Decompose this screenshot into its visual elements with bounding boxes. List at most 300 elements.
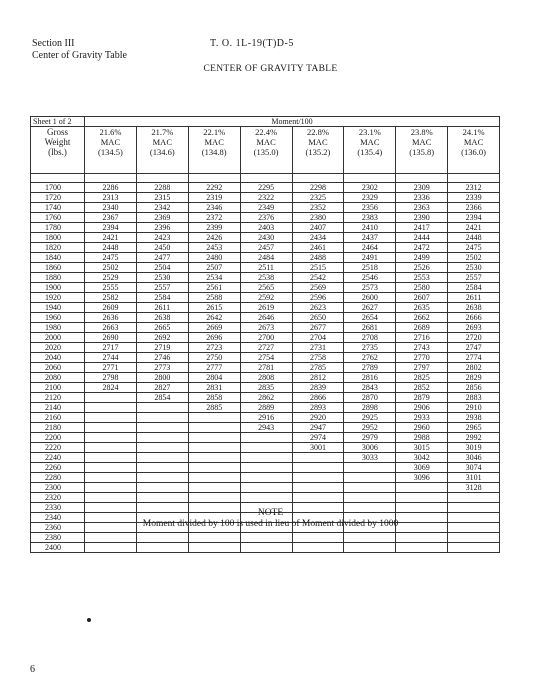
moment-cell (136, 473, 188, 483)
moment-cell (240, 533, 292, 543)
mac-column-header (344, 127, 396, 174)
moment-cell: 2762 (344, 353, 396, 363)
gross-weight-header-line: (lbs.) (48, 147, 67, 157)
table-row (31, 493, 500, 503)
moment-cell: 2854 (136, 393, 188, 403)
table-row (31, 463, 500, 473)
moment-cell: 2960 (396, 423, 448, 433)
moment-cell: 2723 (188, 343, 240, 353)
table-row (31, 533, 500, 543)
moment-cell: 2638 (448, 303, 500, 313)
table-row (31, 543, 500, 553)
moment-cell: 2774 (448, 353, 500, 363)
moment-cell (396, 483, 448, 493)
moment-cell: 2426 (188, 233, 240, 243)
moment-cell: 2561 (188, 283, 240, 293)
moment-cell (188, 543, 240, 553)
table-row (31, 323, 500, 333)
mac-column-header (292, 127, 344, 174)
moment-cell: 2340 (85, 203, 137, 213)
moment-cell: 2349 (240, 203, 292, 213)
gross-weight-cell: 2160 (31, 413, 85, 423)
moment-cell (292, 473, 344, 483)
table-row (31, 303, 500, 313)
moment-cell: 2448 (448, 233, 500, 243)
moment-cell (188, 493, 240, 503)
moment-cell: 2309 (396, 183, 448, 193)
note-heading: NOTE (257, 508, 284, 518)
moment-cell (292, 533, 344, 543)
moment-cell: 2315 (136, 193, 188, 203)
moment-cell: 2491 (344, 253, 396, 263)
moment-cell (136, 543, 188, 553)
mac-column-header-line: (134.5) (98, 147, 123, 157)
moment-cell: 2410 (344, 223, 396, 233)
moment-cell: 2461 (292, 243, 344, 253)
moment-cell: 2870 (344, 393, 396, 403)
table-row (31, 413, 500, 423)
moment-cell (188, 443, 240, 453)
moment-cell: 2507 (188, 263, 240, 273)
moment-cell (240, 453, 292, 463)
gross-weight-header-line: Weight (44, 137, 71, 147)
moment-cell: 2434 (292, 233, 344, 243)
moment-cell: 2518 (344, 263, 396, 273)
moment-cell: 2802 (448, 363, 500, 373)
spacer-cell (240, 174, 292, 183)
moment-cell: 3006 (344, 443, 396, 453)
moment-cell: 2746 (136, 353, 188, 363)
moment-cell: 2584 (448, 283, 500, 293)
moment-cell: 2636 (85, 313, 137, 323)
moment-cell: 2430 (240, 233, 292, 243)
spacer-cell (188, 174, 240, 183)
table-row (31, 183, 500, 193)
table-row (31, 223, 500, 233)
mac-column-header-line: MAC (204, 137, 224, 147)
moment-cell (240, 493, 292, 503)
moment-cell: 2758 (292, 353, 344, 363)
moment-cell: 2839 (292, 383, 344, 393)
moment-cell (136, 483, 188, 493)
moment-cell: 2693 (448, 323, 500, 333)
moment-cell (292, 493, 344, 503)
gross-weight-cell: 2220 (31, 443, 85, 453)
moment-cell: 3074 (448, 463, 500, 473)
mac-column-header (240, 127, 292, 174)
moment-cell: 2835 (240, 383, 292, 393)
note-block (0, 508, 541, 530)
moment-cell (396, 543, 448, 553)
gross-weight-cell: 2180 (31, 423, 85, 433)
mac-column-header-line: (134.8) (201, 147, 227, 157)
moment-cell: 2530 (136, 273, 188, 283)
moment-cell: 2499 (396, 253, 448, 263)
moment-cell: 2286 (85, 183, 137, 193)
moment-cell: 2394 (85, 223, 137, 233)
gross-weight-header-line: Gross (46, 127, 68, 137)
gross-weight-cell: 2100 (31, 383, 85, 393)
moment-cell (136, 423, 188, 433)
gross-weight-cell: 1820 (31, 243, 85, 253)
moment-cell: 2717 (85, 343, 137, 353)
moment-cell: 2785 (292, 363, 344, 373)
gross-weight-cell: 1940 (31, 303, 85, 313)
moment-cell (344, 493, 396, 503)
moment-cell: 2866 (292, 393, 344, 403)
moment-cell: 2708 (344, 333, 396, 343)
moment-cell: 2557 (136, 283, 188, 293)
moment-cell: 2367 (85, 213, 137, 223)
moment-cell: 2824 (85, 383, 137, 393)
table-row (31, 423, 500, 433)
moment-cell (85, 433, 137, 443)
moment-cell: 2665 (136, 323, 188, 333)
moment-cell: 2292 (188, 183, 240, 193)
moment-cell: 2816 (344, 373, 396, 383)
moment-cell: 2771 (85, 363, 137, 373)
moment-cell (188, 413, 240, 423)
gross-weight-cell: 2300 (31, 483, 85, 493)
moment-cell: 2529 (85, 273, 137, 283)
gross-weight-cell: 2320 (31, 493, 85, 503)
moment-cell: 2515 (292, 263, 344, 273)
table-row (31, 483, 500, 493)
mac-column-header-line: MAC (256, 137, 276, 147)
moment-cell: 3015 (396, 443, 448, 453)
moment-cell: 2380 (292, 213, 344, 223)
moment-cell: 2662 (396, 313, 448, 323)
moment-cell (85, 483, 137, 493)
stray-mark (87, 618, 91, 622)
moment-cell: 2600 (344, 293, 396, 303)
mac-column-header (85, 127, 137, 174)
gross-weight-cell: 1700 (31, 183, 85, 193)
moment-cell (188, 483, 240, 493)
moment-cell (240, 543, 292, 553)
moment-cell: 2394 (448, 213, 500, 223)
moment-cell: 2584 (136, 293, 188, 303)
moment-cell: 2638 (136, 313, 188, 323)
moment-cell: 2369 (136, 213, 188, 223)
mac-column-header-line: MAC (360, 137, 380, 147)
moment-cell (85, 403, 137, 413)
gross-weight-cell: 1960 (31, 313, 85, 323)
moment-cell: 2825 (396, 373, 448, 383)
moment-cell (448, 493, 500, 503)
moment-cell: 2396 (136, 223, 188, 233)
moment-cell (85, 493, 137, 503)
mac-column-header-line: 21.6% (99, 127, 122, 137)
moment-cell: 2808 (240, 373, 292, 383)
moment-cell: 3042 (396, 453, 448, 463)
moment-cell (292, 543, 344, 553)
moment-cell: 3033 (344, 453, 396, 463)
moment-cell: 2383 (344, 213, 396, 223)
mac-column-header-line: MAC (152, 137, 172, 147)
moment-cell: 2588 (188, 293, 240, 303)
gross-weight-cell: 2020 (31, 343, 85, 353)
moment-cell (136, 433, 188, 443)
moment-cell: 2798 (85, 373, 137, 383)
mac-column-header (136, 127, 188, 174)
moment-cell: 2943 (240, 423, 292, 433)
moment-cell: 2298 (292, 183, 344, 193)
table-row (31, 353, 500, 363)
gross-weight-cell: 1880 (31, 273, 85, 283)
moment-cell: 2883 (448, 393, 500, 403)
moment-cell (136, 413, 188, 423)
moment-cell: 2611 (136, 303, 188, 313)
mac-column-header-line: (134.6) (149, 147, 175, 157)
moment-cell: 2423 (136, 233, 188, 243)
moment-cell: 2565 (240, 283, 292, 293)
moment-cell: 2319 (188, 193, 240, 203)
moment-cell: 2856 (448, 383, 500, 393)
table-row (31, 263, 500, 273)
gross-weight-cell: 2060 (31, 363, 85, 373)
moment-cell: 2692 (136, 333, 188, 343)
moment-cell: 2910 (448, 403, 500, 413)
moment-cell: 2336 (396, 193, 448, 203)
moment-cell: 2511 (240, 263, 292, 273)
moment-cell: 3046 (448, 453, 500, 463)
moment-cell: 2546 (344, 273, 396, 283)
table-row (31, 293, 500, 303)
moment-cell (240, 463, 292, 473)
table-row (31, 453, 500, 463)
moment-cell (85, 423, 137, 433)
mac-column-header-line: (135.4) (357, 147, 383, 157)
moment-cell: 2526 (396, 263, 448, 273)
moment-cell: 2979 (344, 433, 396, 443)
moment-cell: 2421 (85, 233, 137, 243)
moment-cell (240, 443, 292, 453)
moment-cell: 2689 (396, 323, 448, 333)
moment-cell: 2339 (448, 193, 500, 203)
moment-cell: 2534 (188, 273, 240, 283)
moment-cell: 2898 (344, 403, 396, 413)
gross-weight-header (31, 127, 85, 174)
moment-cell: 2858 (188, 393, 240, 403)
moment-cell: 2716 (396, 333, 448, 343)
moment-cell: 2619 (240, 303, 292, 313)
table-row (31, 243, 500, 253)
moment-cell: 2988 (396, 433, 448, 443)
gross-weight-cell: 2260 (31, 463, 85, 473)
moment-cell: 2363 (396, 203, 448, 213)
gross-weight-cell: 2000 (31, 333, 85, 343)
moment-cell: 2407 (292, 223, 344, 233)
moment-cell: 2580 (396, 283, 448, 293)
section-number: Section III (32, 38, 75, 49)
gross-weight-cell: 1920 (31, 293, 85, 303)
moment-cell: 2704 (292, 333, 344, 343)
table-row (31, 253, 500, 263)
moment-cell: 2302 (344, 183, 396, 193)
moment-cell: 2646 (240, 313, 292, 323)
moment-cell (396, 533, 448, 543)
table-row (31, 433, 500, 443)
moment-cell: 2827 (136, 383, 188, 393)
moment-cell: 2421 (448, 223, 500, 233)
moment-cell: 2800 (136, 373, 188, 383)
mac-column-header-line: (135.0) (253, 147, 279, 157)
moment-cell: 2607 (396, 293, 448, 303)
moment-cell: 2893 (292, 403, 344, 413)
moment-cell (188, 423, 240, 433)
moment-cell: 2743 (396, 343, 448, 353)
moment-cell: 3019 (448, 443, 500, 453)
moment-cell: 2582 (85, 293, 137, 303)
mac-column-header-line: 24.1% (462, 127, 485, 137)
mac-column-header-line: MAC (412, 137, 432, 147)
gross-weight-cell: 2280 (31, 473, 85, 483)
moment-cell: 2947 (292, 423, 344, 433)
mac-column-header-line: MAC (100, 137, 121, 147)
moment-cell: 2502 (85, 263, 137, 273)
spacer-row (31, 174, 500, 183)
gross-weight-cell: 1980 (31, 323, 85, 333)
table-row (31, 203, 500, 213)
moment-header: Moment/100 (85, 117, 500, 127)
table-row (31, 213, 500, 223)
section-header (32, 38, 127, 62)
moment-cell: 2804 (188, 373, 240, 383)
moment-cell: 2696 (188, 333, 240, 343)
moment-cell: 2677 (292, 323, 344, 333)
moment-cell: 2635 (396, 303, 448, 313)
moment-cell (240, 473, 292, 483)
moment-cell: 2916 (240, 413, 292, 423)
moment-cell: 2770 (396, 353, 448, 363)
moment-cell: 2992 (448, 433, 500, 443)
moment-cell: 2295 (240, 183, 292, 193)
spacer-cell (396, 174, 448, 183)
mac-column-header-line: MAC (463, 137, 484, 147)
moment-cell (136, 443, 188, 453)
moment-cell (344, 473, 396, 483)
moment-cell: 2448 (85, 243, 137, 253)
moment-cell: 2342 (136, 203, 188, 213)
moment-cell: 2627 (344, 303, 396, 313)
mac-column-header-line: 23.8% (410, 127, 433, 137)
table-row (31, 193, 500, 203)
moment-cell: 2555 (85, 283, 137, 293)
technical-order-number: T. O. 1L-19(T)D-5 (210, 38, 294, 49)
moment-cell: 2313 (85, 193, 137, 203)
moment-cell (188, 463, 240, 473)
center-of-gravity-table (30, 116, 500, 553)
moment-cell (188, 473, 240, 483)
moment-cell (136, 403, 188, 413)
table-row (31, 283, 500, 293)
moment-cell: 3101 (448, 473, 500, 483)
moment-cell: 2329 (344, 193, 396, 203)
moment-cell (85, 533, 137, 543)
moment-cell: 2747 (448, 343, 500, 353)
table-row (31, 393, 500, 403)
spacer-cell (448, 174, 500, 183)
moment-cell: 2457 (240, 243, 292, 253)
gross-weight-cell: 2080 (31, 373, 85, 383)
moment-cell: 2325 (292, 193, 344, 203)
gross-weight-cell: 1900 (31, 283, 85, 293)
moment-cell (448, 533, 500, 543)
gross-weight-cell: 2200 (31, 433, 85, 443)
moment-cell: 2538 (240, 273, 292, 283)
mac-column-header-line: (136.0) (461, 147, 486, 157)
page-number: 6 (30, 664, 35, 675)
moment-cell: 2553 (396, 273, 448, 283)
moment-cell: 2974 (292, 433, 344, 443)
gross-weight-cell: 1760 (31, 213, 85, 223)
moment-cell (136, 533, 188, 543)
moment-cell: 2885 (188, 403, 240, 413)
mac-column-header-line: (135.8) (409, 147, 435, 157)
table-row (31, 383, 500, 393)
moment-cell: 2352 (292, 203, 344, 213)
gross-weight-cell: 2240 (31, 453, 85, 463)
table-row (31, 363, 500, 373)
moment-cell (136, 453, 188, 463)
mac-column-header-line: (135.2) (305, 147, 331, 157)
table-row (31, 373, 500, 383)
moment-cell (240, 483, 292, 493)
mac-column-header-line: MAC (308, 137, 328, 147)
moment-cell: 2750 (188, 353, 240, 363)
spacer-cell (136, 174, 188, 183)
mac-column-header-line: 21.7% (151, 127, 174, 137)
moment-cell: 2933 (396, 413, 448, 423)
moment-cell (448, 543, 500, 553)
gross-weight-cell: 2360 (31, 523, 85, 533)
moment-cell (292, 453, 344, 463)
gross-weight-cell: 1720 (31, 193, 85, 203)
gross-weight-cell: 2380 (31, 533, 85, 543)
moment-cell: 2480 (188, 253, 240, 263)
moment-cell (344, 543, 396, 553)
mac-column-header (448, 127, 500, 174)
moment-cell: 2488 (292, 253, 344, 263)
moment-cell (136, 463, 188, 473)
moment-cell (85, 543, 137, 553)
moment-cell: 2417 (396, 223, 448, 233)
moment-cell: 3001 (292, 443, 344, 453)
moment-cell: 2906 (396, 403, 448, 413)
moment-cell: 2852 (396, 383, 448, 393)
moment-cell (344, 483, 396, 493)
moment-cell: 2720 (448, 333, 500, 343)
moment-cell: 2484 (240, 253, 292, 263)
moment-cell: 2346 (188, 203, 240, 213)
moment-cell: 3069 (396, 463, 448, 473)
moment-cell: 2390 (396, 213, 448, 223)
table-row (31, 273, 500, 283)
moment-cell (136, 493, 188, 503)
moment-cell (396, 493, 448, 503)
moment-cell: 2530 (448, 263, 500, 273)
spacer-cell (344, 174, 396, 183)
mac-column-header-line: 22.4% (255, 127, 278, 137)
gross-weight-cell: 1740 (31, 203, 85, 213)
moment-cell (85, 393, 137, 403)
moment-cell: 2611 (448, 293, 500, 303)
gross-weight-cell: 2040 (31, 353, 85, 363)
moment-cell (240, 433, 292, 443)
moment-cell: 2862 (240, 393, 292, 403)
moment-cell: 2376 (240, 213, 292, 223)
